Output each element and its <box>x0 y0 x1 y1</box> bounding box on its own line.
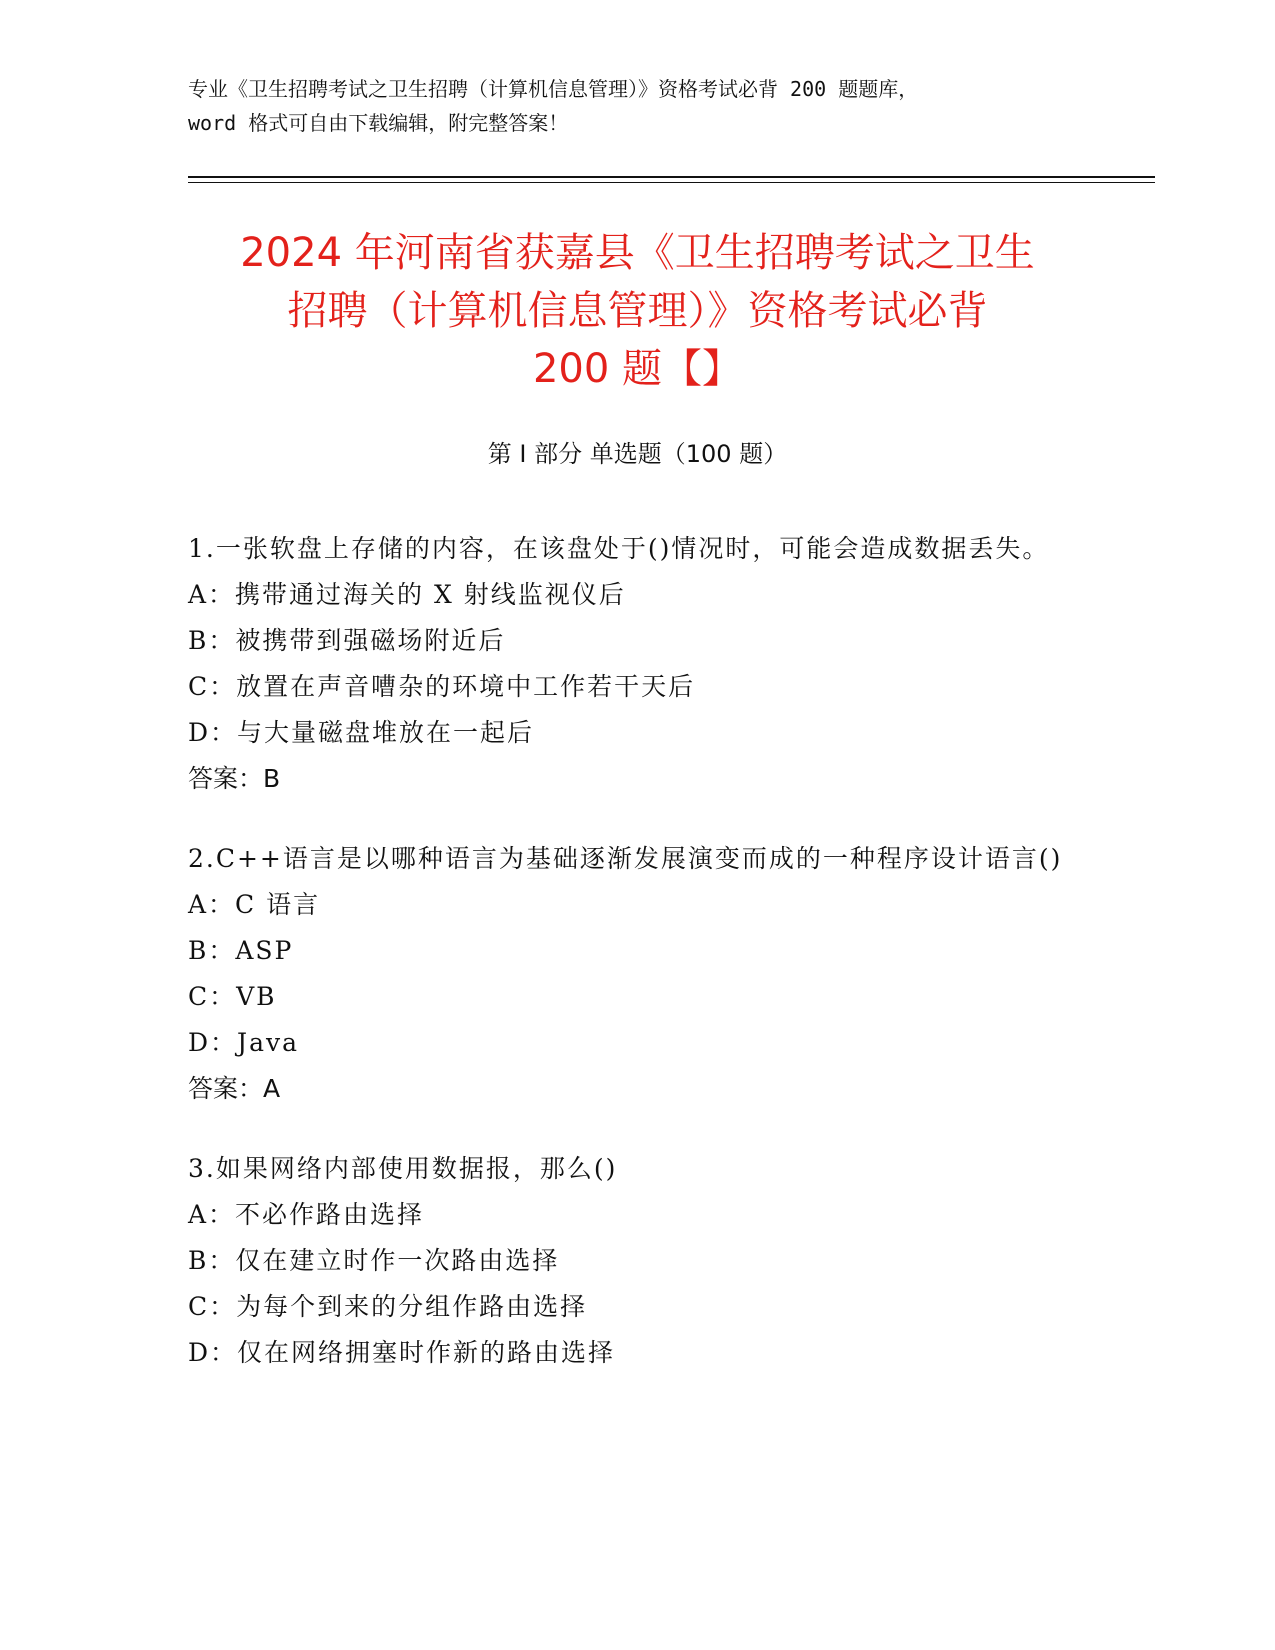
header-note-line: 专业《卫生招聘考试之卫生招聘（计算机信息管理）》资格考试必背 200 题题库， <box>188 77 919 101</box>
document-title <box>160 224 1115 398</box>
option-a: A：不必作路由选择 <box>188 1200 425 1229</box>
option-c: C：放置在声音嘈杂的环境中工作若干天后 <box>188 672 696 701</box>
header-note-line: word 格式可自由下载编辑，附完整答案！ <box>188 111 569 135</box>
option-a: A：C 语言 <box>188 890 321 919</box>
question-item <box>188 526 1078 802</box>
answer-label: 答案：B <box>188 764 281 793</box>
divider-thin <box>188 182 1155 183</box>
title-line: 200 题【】 <box>532 346 743 392</box>
title-line: 2024 年河南省获嘉县《卫生招聘考试之卫生 <box>240 230 1035 276</box>
option-a: A：携带通过海关的 X 射线监视仪后 <box>188 580 626 609</box>
option-b: B：仅在建立时作一次路由选择 <box>188 1246 560 1275</box>
title-line: 招聘（计算机信息管理）》资格考试必背 <box>287 288 988 334</box>
header-note <box>188 72 1088 140</box>
question-item <box>188 836 1078 1112</box>
question-item <box>188 1146 1078 1376</box>
option-d: D：与大量磁盘堆放在一起后 <box>188 718 535 747</box>
option-c: C：为每个到来的分组作路由选择 <box>188 1292 588 1321</box>
answer-label: 答案：A <box>188 1074 281 1103</box>
option-b: B：ASP <box>188 936 294 965</box>
option-d: D：仅在网络拥塞时作新的路由选择 <box>188 1338 616 1367</box>
option-d: D：Java <box>188 1028 299 1057</box>
question-stem: 2.C++语言是以哪种语言为基础逐渐发展演变而成的一种程序设计语言() <box>188 844 1063 873</box>
option-b: B：被携带到强磁场附近后 <box>188 626 506 655</box>
section-heading: 第 I 部分 单选题（100 题） <box>487 440 788 468</box>
question-stem: 3.如果网络内部使用数据报，那么() <box>188 1154 618 1183</box>
option-c: C：VB <box>188 982 277 1011</box>
divider-thick <box>188 176 1155 178</box>
question-list <box>188 526 1078 1410</box>
question-stem: 1.一张软盘上存储的内容，在该盘处于()情况时，可能会造成数据丢失。 <box>188 534 1050 563</box>
